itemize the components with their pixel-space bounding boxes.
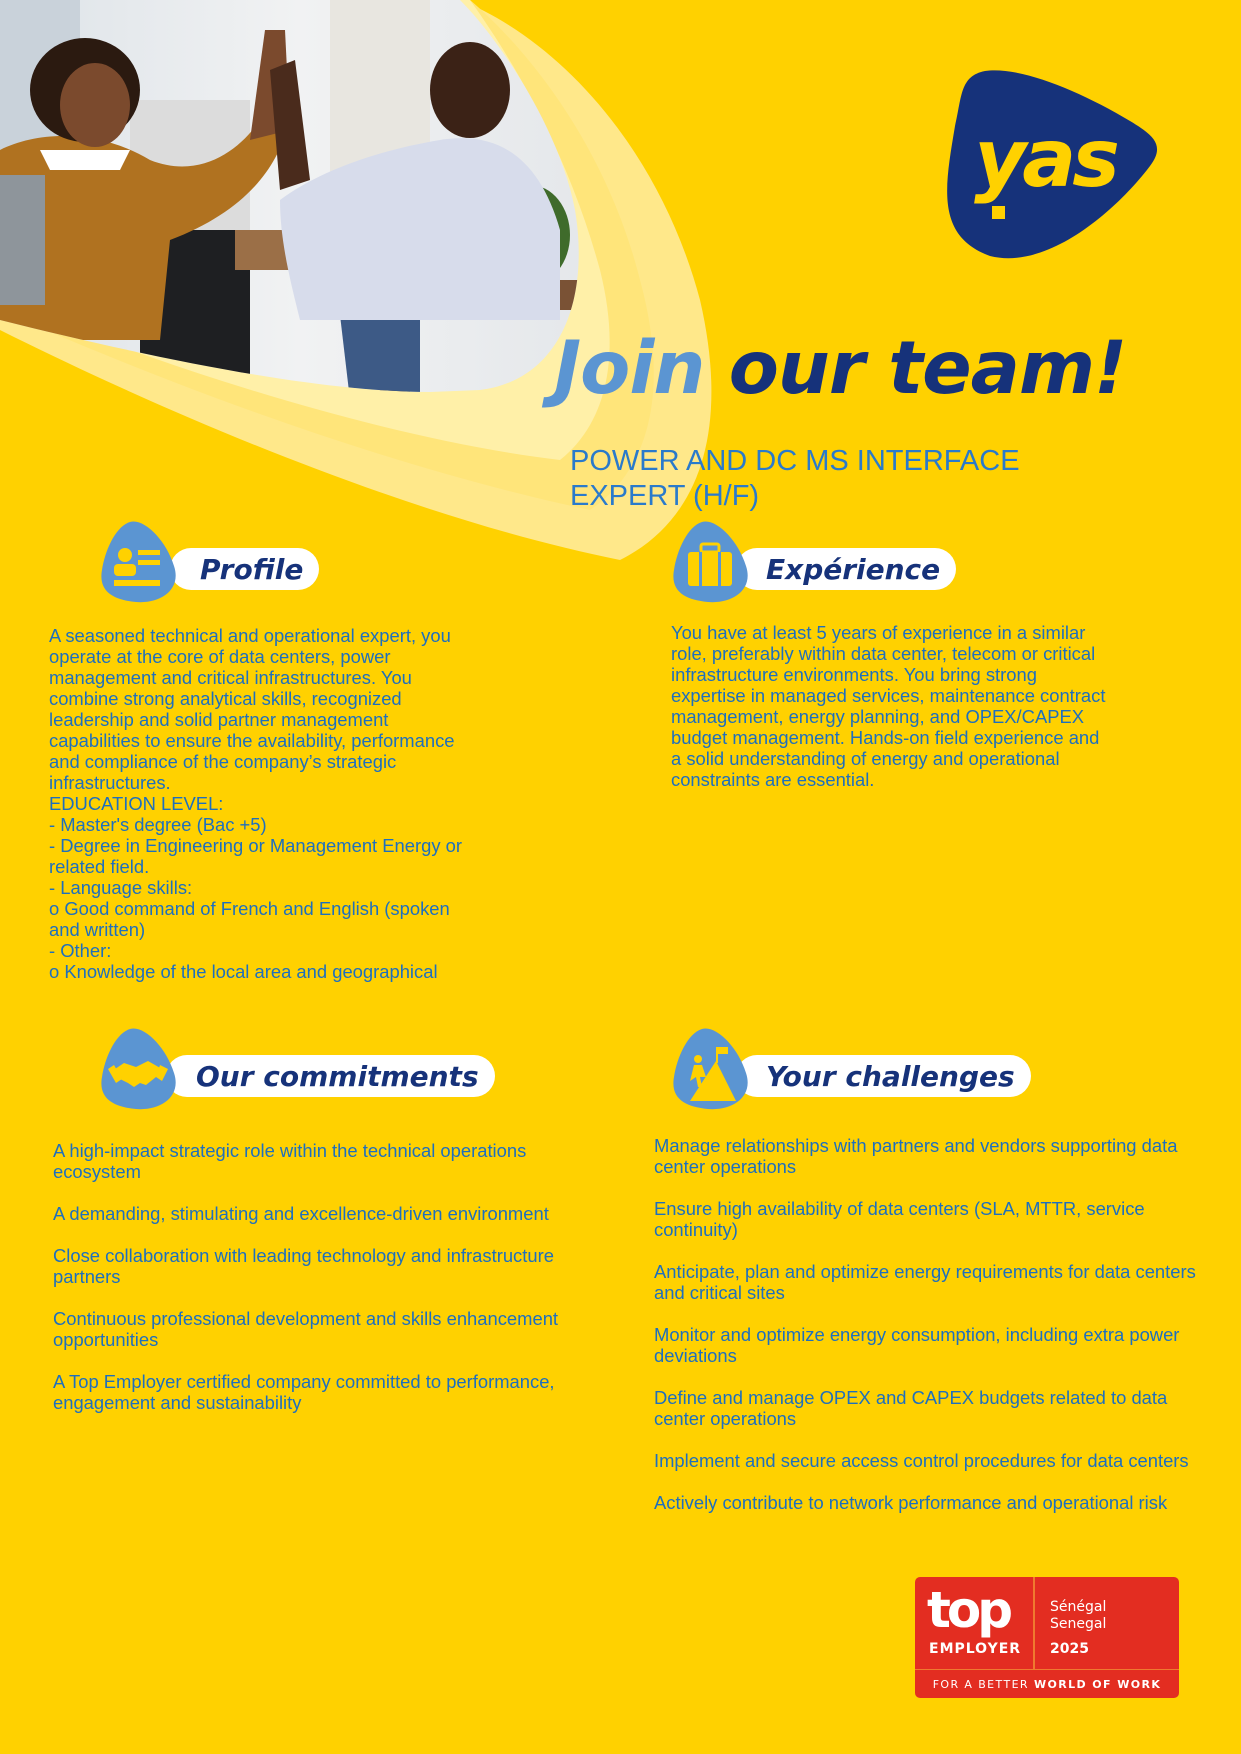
list-item-line: Actively contribute to network performance and operational risk [654,1492,1168,1513]
list-item-line: partners [53,1266,121,1287]
list-item [654,1492,1196,1513]
list-item [53,1245,558,1287]
briefcase-icon [672,518,752,608]
experience-line: budget management. Hands-on field experience and [671,727,1100,748]
profile-line: combine strong analytical skills, recognized [49,688,402,709]
badge-country-en: Senegal [1050,1616,1107,1632]
profile-line: leadership and solid partner management [49,709,389,730]
handshake-icon [100,1025,180,1115]
team-high-five-photo [0,0,600,400]
job-title-line-2: EXPERT (H/F) [570,480,760,512]
list-item [53,1140,558,1182]
experience-line: a solid understanding of energy and operational [671,748,1060,769]
list-item [53,1203,558,1224]
climber-flag-icon [672,1025,752,1115]
list-item-line: center operations [654,1408,797,1429]
commitments-title-pill [166,1055,495,1097]
headline [554,326,1127,411]
badge-tagline-part1: FOR A BETTER [932,1677,1029,1691]
badge-country-fr: Sénégal [1050,1599,1107,1615]
list-item [53,1308,558,1350]
commitments-title: Our commitments [196,1059,479,1093]
profile-line: - Master's degree (Bac +5) [49,814,267,835]
profile-line: - Other: [49,940,112,961]
experience-section-header [672,518,972,608]
list-item-line: Implement and secure access control procedures for data centers [654,1450,1189,1471]
list-item-line: continuity) [654,1219,738,1240]
experience-line: management, energy planning, and OPEX/CAPEX [671,706,1085,727]
list-item-line: Monitor and optimize energy consumption, including extra power [654,1324,1180,1345]
profile-line: A seasoned technical and operational expert, you [49,625,451,646]
profile-line: - Language skills: [49,877,193,898]
badge-tagline-part2: WORLD OF WORK [1033,1677,1162,1691]
list-item-line: Define and manage OPEX and CAPEX budgets related to data [654,1387,1168,1408]
experience-title: Expérience [766,552,941,586]
badge-year: 2025 [1050,1641,1089,1657]
top-employer-badge [915,1577,1179,1698]
profile-line: and written) [49,919,146,940]
list-item-line: opportunities [53,1329,159,1350]
list-item-line: ecosystem [53,1161,141,1182]
profile-line: - Degree in Engineering or Management Energy or [49,835,462,856]
list-item-line: A demanding, stimulating and excellence-driven environment [53,1203,549,1224]
list-item-line: center operations [654,1156,797,1177]
profile-line: capabilities to ensure the availability, performance [49,730,455,751]
challenges-section-header [672,1025,1015,1115]
profile-line: operate at the core of data centers, power [49,646,391,667]
profile-line: related field. [49,856,150,877]
list-item-line: Continuous professional development and skills enhancement [53,1308,559,1329]
list-item-line: and critical sites [654,1282,785,1303]
id-card-icon [100,518,180,608]
profile-line: EDUCATION LEVEL: [49,793,224,814]
challenges-title: Your challenges [766,1059,1015,1093]
headline-our-team: our team! [728,326,1127,411]
badge-employer: EMPLOYER [929,1641,1022,1657]
badge-divider [1033,1577,1035,1670]
job-title [570,444,1130,514]
challenges-list [654,1135,1196,1513]
experience-line: You have at least 5 years of experience in a similar [671,622,1086,643]
list-item [654,1135,1196,1177]
list-item-line: A Top Employer certified company committed to performance, [53,1371,555,1392]
job-title-line-1: POWER AND DC MS INTERFACE [570,445,1020,477]
challenges-title-pill [736,1055,1031,1097]
list-item [654,1198,1196,1240]
experience-line: infrastructure environments. You bring strong [671,664,1037,685]
list-item-line: Manage relationships with partners and vendors supporting data [654,1135,1178,1156]
profile-line: infrastructures. [49,772,171,793]
experience-title-pill [736,548,956,590]
yas-logo [930,66,1160,266]
headline-join: Join [554,326,705,411]
list-item [654,1261,1196,1303]
list-item-line: A high-impact strategic role within the technical operations [53,1140,527,1161]
list-item [654,1324,1196,1366]
list-item-line: Ensure high availability of data centers (SLA, MTTR, service [654,1198,1145,1219]
commitments-section-header [100,1025,480,1115]
profile-title-pill [170,548,319,590]
list-item-line: deviations [654,1345,737,1366]
profile-line: management and critical infrastructures. You [49,667,412,688]
profile-line: o Knowledge of the local area and geographical [49,961,438,982]
badge-top-word: top [927,1581,1010,1639]
badge-tagline [915,1669,1179,1698]
list-item [654,1450,1196,1471]
commitments-list [53,1140,558,1413]
profile-line: and compliance of the company’s strategic [49,751,397,772]
profile-section-header [100,518,420,608]
list-item [654,1387,1196,1429]
experience-line: expertise in managed services, maintenance contract [671,685,1106,706]
list-item-line: Anticipate, plan and optimize energy requirements for data centers [654,1261,1196,1282]
svg-text:yas: yas [974,112,1116,205]
list-item [53,1371,558,1413]
profile-title: Profile [200,552,304,586]
list-item-line: Close collaboration with leading technology and infrastructure [53,1245,554,1266]
experience-line: role, preferably within data center, telecom or critical [671,643,1096,664]
list-item-line: engagement and sustainability [53,1392,302,1413]
profile-text [49,625,462,982]
experience-line: constraints are essential. [671,769,875,790]
badge-country [1050,1599,1106,1633]
profile-line: o Good command of French and English (spoken [49,898,450,919]
experience-text [671,622,1105,790]
